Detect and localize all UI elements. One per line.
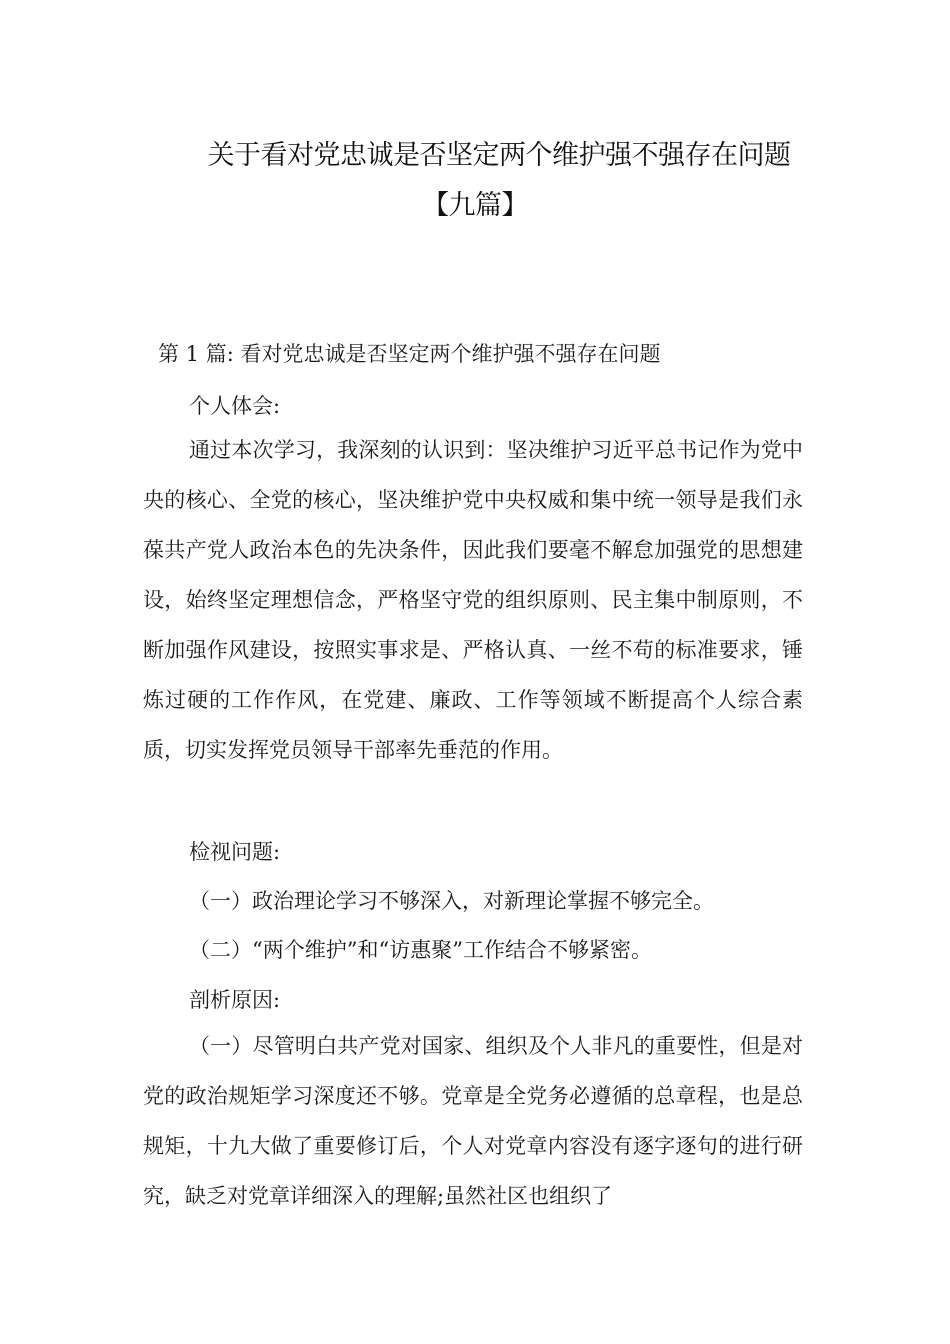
problem-item-1: （一）政治理论学习不够深入，对新理论掌握不够完全。 [189,889,714,913]
label-personal-experience: 个人体会: [189,394,281,418]
paragraph-cause-1: （一）尽管明白共产党对国家、组织及个人非凡的重要性，但是对党的政治规矩学习深度还不够。党章是全党务必遵循的总章程，也是总规矩，十九大做了重要修订后，个人对党章内容没有逐字逐句的进行研究，缺乏对党章详细深入的理解;虽然社区也组织了 [143,1034,803,1208]
paragraph-personal-experience: 通过本次学习，我深刻的认识到：坚决维护习近平总书记作为党中央的核心、全党的核心，坚决维护党中央权威和集中统一领导是我们永葆共产党人政治本色的先决条件，因此我们要毫不解怠加强党的思想建设，始终坚定理想信念，严格坚守党的组织原则、民主集中制原则，不断加强作风建设，按照实事求是、严格认真、一丝不苟的标准要求，锤炼过硬的工作作风，在党建、廉政、工作等领域不断提高个人综合素质，切实发挥党员领导干部率先垂范的作用。 [143,438,803,762]
label-causes: 剖析原因: [189,988,281,1012]
problem-item-2: （二）“两个维护”和“访惠聚”工作结合不够紧密。 [189,938,652,962]
document-title-line1: 关于看对党忠诚是否坚定两个维护强不强存在问题 [207,140,791,171]
section-heading: 第 1 篇: 看对党忠诚是否坚定两个维护强不强存在问题 [158,342,661,366]
label-problems: 检视问题: [189,840,281,864]
document-title-line2: 【九篇】 [422,190,528,221]
